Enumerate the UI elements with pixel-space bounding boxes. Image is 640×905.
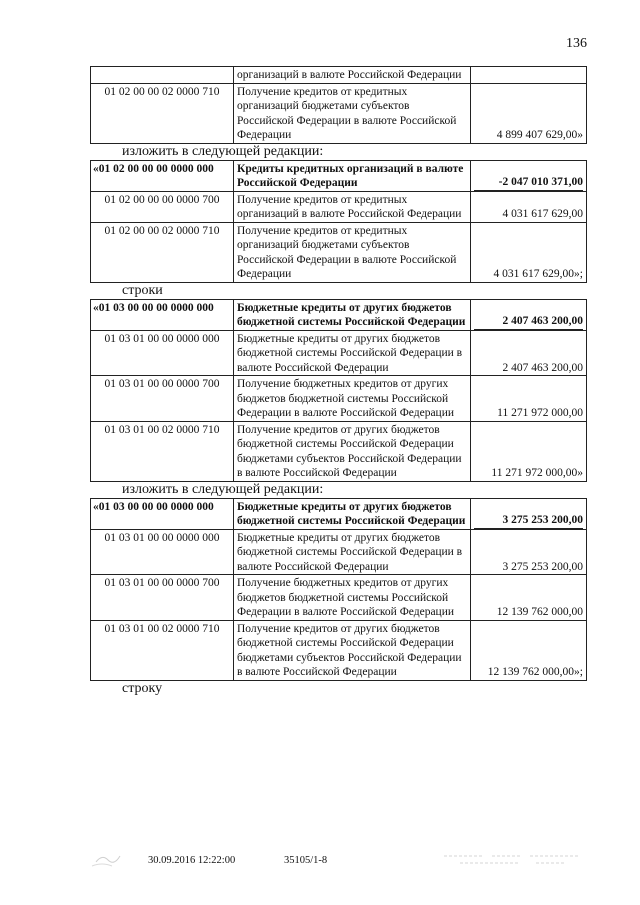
caption-lines: строки <box>122 282 163 298</box>
amount-value: -2 047 010 371,00 <box>474 175 583 191</box>
budget-code: 01 03 01 00 02 0000 710 <box>91 620 234 680</box>
budget-item-name: Кредиты кредитных организаций в валюте Российской Федерации <box>234 160 471 191</box>
budget-amount <box>471 620 587 680</box>
table-row <box>91 299 587 330</box>
budget-item-name: Бюджетные кредиты от других бюджетов бюджетной системы Российской Федерации в валюте Российской Федерации <box>234 330 471 376</box>
budget-item-name: Бюджетные кредиты от других бюджетов бюджетной системы Российской Федерации <box>234 498 471 529</box>
page-number: 136 <box>566 36 587 51</box>
table-row <box>91 529 587 575</box>
budget-amount <box>471 498 587 529</box>
table-row <box>91 575 587 621</box>
table-credit-orgs-new <box>90 160 587 283</box>
amount-value: 11 271 972 000,00» <box>491 467 583 479</box>
budget-amount <box>471 376 587 422</box>
budget-item-name: Получение кредитов от других бюджетов бюджетной системы Российской Федерации бюджетами субъектов Российской Федерации в валюте Российской Федерации <box>234 620 471 680</box>
amount-value: 4 031 617 629,00»; <box>493 268 583 280</box>
caption-line: строку <box>122 680 163 696</box>
budget-code: 01 03 01 00 00 0000 000 <box>91 529 234 575</box>
budget-amount <box>471 222 587 282</box>
amount-value: 2 407 463 200,00 <box>474 314 583 330</box>
budget-amount <box>471 67 587 84</box>
table-row <box>91 498 587 529</box>
table-row <box>91 67 587 84</box>
budget-item-name: Получение бюджетных кредитов от других бюджетов бюджетной системы Российской Федерации в валюте Российской Федерации <box>234 376 471 422</box>
budget-amount <box>471 83 587 143</box>
table-row <box>91 191 587 222</box>
table-row <box>91 376 587 422</box>
budget-amount <box>471 421 587 481</box>
budget-code: 01 03 01 00 00 0000 700 <box>91 575 234 621</box>
amount-value: 3 275 253 200,00 <box>474 513 583 529</box>
budget-item-name: Получение бюджетных кредитов от других бюджетов бюджетной системы Российской Федерации в валюте Российской Федерации <box>234 575 471 621</box>
table-continuation <box>90 66 587 144</box>
table-row <box>91 222 587 282</box>
budget-amount <box>471 575 587 621</box>
table-row <box>91 83 587 143</box>
budget-code: 01 03 01 00 02 0000 710 <box>91 421 234 481</box>
amount-value: 12 139 762 000,00 <box>496 606 583 618</box>
table-row <box>91 620 587 680</box>
budget-amount <box>471 299 587 330</box>
table-budget-credits-new <box>90 498 587 681</box>
amount-value: 2 407 463 200,00 <box>502 361 583 374</box>
budget-code: «01 03 00 00 00 0000 000 <box>91 498 234 529</box>
table-row <box>91 421 587 481</box>
table-row <box>91 160 587 191</box>
budget-code: 01 02 00 00 00 0000 700 <box>91 191 234 222</box>
caption-set-out-2: изложить в следующей редакции: <box>122 481 324 497</box>
document-body <box>90 66 586 697</box>
budget-amount <box>471 160 587 191</box>
budget-code: 01 02 00 00 02 0000 710 <box>91 222 234 282</box>
budget-amount <box>471 191 587 222</box>
budget-code: «01 03 00 00 00 0000 000 <box>91 299 234 330</box>
amount-value: 12 139 762 000,00»; <box>487 666 583 678</box>
budget-code: 01 02 00 00 02 0000 710 <box>91 83 234 143</box>
amount-value: 4 899 407 629,00» <box>496 129 583 141</box>
budget-code: 01 03 01 00 00 0000 700 <box>91 376 234 422</box>
amount-value: 4 031 617 629,00 <box>502 208 583 220</box>
footer-doc-number: 35105/1-8 <box>284 855 328 866</box>
budget-amount <box>471 529 587 575</box>
table-budget-credits-old <box>90 299 587 482</box>
caption-set-out-1: изложить в следующей редакции: <box>122 143 324 159</box>
budget-code <box>91 67 234 84</box>
scan-smudge-icon <box>90 848 126 868</box>
budget-item-name: Получение кредитов от других бюджетов бюджетной системы Российской Федерации бюджетами субъектов Российской Федерации в валюте Российской Федерации <box>234 421 471 481</box>
footer-date: 30.09.2016 12:22:00 <box>148 855 236 866</box>
budget-item-name: Бюджетные кредиты от других бюджетов бюджетной системы Российской Федерации в валюте Российской Федерации <box>234 529 471 575</box>
table-row <box>91 330 587 376</box>
budget-item-name: Получение кредитов от кредитных организаций в валюте Российской Федерации <box>234 191 471 222</box>
budget-item-name: Получение кредитов от кредитных организаций бюджетами субъектов Российской Федерации в валюте Российской Федерации <box>234 83 471 143</box>
amount-value: 11 271 972 000,00 <box>497 407 583 419</box>
budget-code: «01 02 00 00 00 0000 000 <box>91 160 234 191</box>
budget-code: 01 03 01 00 00 0000 000 <box>91 330 234 376</box>
budget-amount <box>471 330 587 376</box>
budget-item-name: организаций в валюте Российской Федерации <box>234 67 471 84</box>
budget-item-name: Получение кредитов от кредитных организаций бюджетами субъектов Российской Федерации в валюте Российской Федерации <box>234 222 471 282</box>
budget-item-name: Бюджетные кредиты от других бюджетов бюджетной системы Российской Федерации <box>234 299 471 330</box>
amount-value: 3 275 253 200,00 <box>502 560 583 573</box>
scan-stamp-icon <box>440 850 590 868</box>
